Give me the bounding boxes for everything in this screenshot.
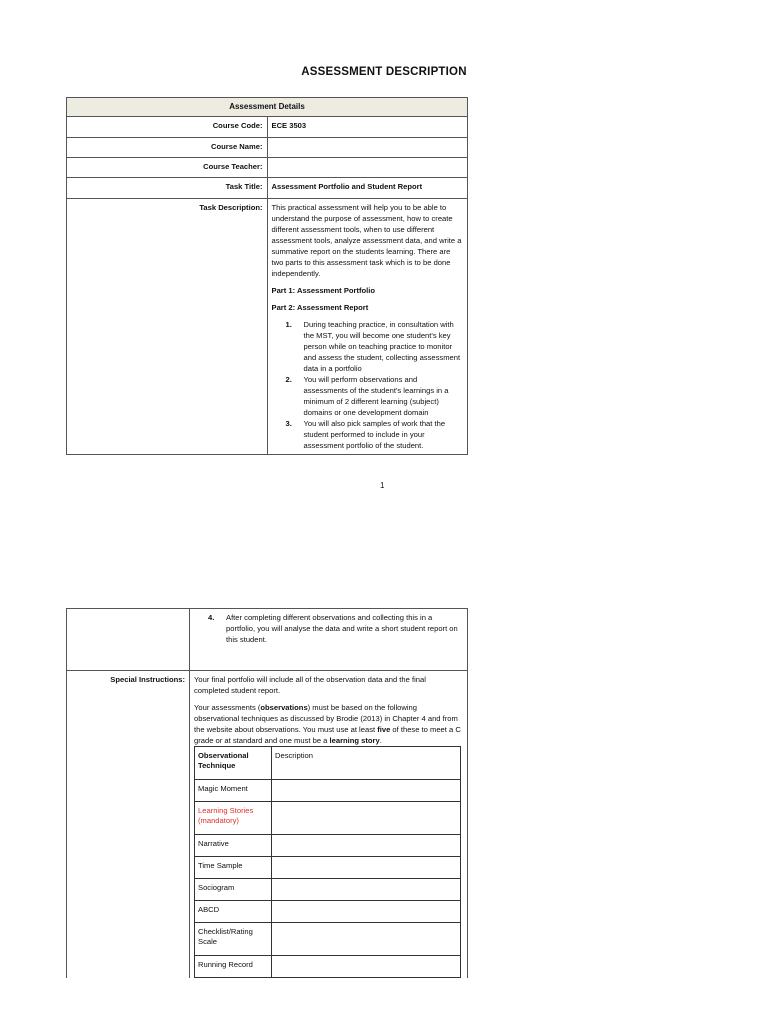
step-text: After completing different observations and collecting this in a portfolio, you will analyse the data and write a short student report on this student. xyxy=(226,613,458,644)
description-cell xyxy=(272,901,461,923)
step-number: 4. xyxy=(208,613,215,622)
special-instructions-p1: Your final portfolio will include all of the observation data and the final completed student report. xyxy=(194,675,426,695)
technique-cell: Running Record xyxy=(195,956,272,978)
description-cell xyxy=(272,835,461,857)
task-description-text: This practical assessment will help you to be able to understand the purpose of assessment, how to create different assessment tools, when to use different assessment tools, analyze assessment data, and write a summative report on the students learning. There are two parts to this assessment task which is to be done independently. xyxy=(271,203,462,278)
course-code-label: Course Code: xyxy=(67,117,268,138)
part-1-heading: Part 1: Assessment Portfolio xyxy=(271,286,376,295)
course-code-value: ECE 3503 xyxy=(267,117,468,138)
step-number: 3. xyxy=(285,419,292,428)
technique-cell-mandatory: Learning Stories (mandatory) xyxy=(195,802,272,835)
list-item xyxy=(286,374,464,418)
technique-column-header: Observational Technique xyxy=(195,747,272,780)
task-title-label: Task Title: xyxy=(67,178,268,199)
step-number: 2. xyxy=(285,375,292,384)
description-cell xyxy=(272,879,461,901)
page-title: ASSESSMENT DESCRIPTION xyxy=(301,66,467,78)
technique-cell: Magic Moment xyxy=(195,780,272,802)
step-text: During teaching practice, in consultation with the MST, you will become one student's key person while on teaching practice to monitor and assess the student, collecting assessment data in a portfolio xyxy=(303,320,461,373)
part-2-heading: Part 2: Assessment Report xyxy=(271,303,369,312)
course-teacher-label: Course Teacher: xyxy=(67,158,268,178)
special-instructions-p2: Your assessments (observations) must be based on the following observational techniques as discussed by Brodie (2013) in Chapter 4 and from the website about observations. You must use at least five of these to meet a C grade or at standard and one must be a learning story. xyxy=(194,703,461,745)
steps-list-continued xyxy=(194,612,463,645)
technique-cell: Narrative xyxy=(195,835,272,857)
step-text: You will perform observations and assessments of the student's learnings in a minimum of 2 different learning (subject) domains or one development domain xyxy=(303,375,449,417)
assessment-details-table xyxy=(66,97,468,455)
task-title-value: Assessment Portfolio and Student Report xyxy=(267,178,468,199)
special-instructions-label: Special Instructions: xyxy=(67,671,190,979)
assessment-details-continued-table xyxy=(66,608,468,978)
list-item xyxy=(286,319,464,374)
description-cell xyxy=(272,857,461,879)
special-instructions-cell xyxy=(190,671,468,979)
course-name-value xyxy=(267,138,468,158)
task-description-cell xyxy=(267,199,468,455)
continued-steps-cell xyxy=(190,609,468,671)
observation-techniques-table xyxy=(194,746,461,978)
description-cell xyxy=(272,956,461,978)
list-item xyxy=(286,418,464,451)
course-name-label: Course Name: xyxy=(67,138,268,158)
technique-cell: Time Sample xyxy=(195,857,272,879)
task-description-label: Task Description: xyxy=(67,199,268,455)
course-teacher-value xyxy=(267,158,468,178)
step-number: 1. xyxy=(285,320,292,329)
list-item xyxy=(208,612,463,645)
page-number: 1 xyxy=(380,481,385,490)
technique-cell: ABCD xyxy=(195,901,272,923)
description-cell xyxy=(272,780,461,802)
technique-cell: Checklist/Rating Scale xyxy=(195,923,272,956)
technique-cell: Sociogram xyxy=(195,879,272,901)
description-cell xyxy=(272,923,461,956)
steps-list xyxy=(272,319,464,451)
description-column-header: Description xyxy=(272,747,461,780)
step-text: You will also pick samples of work that the student performed to include in your assessment portfolio of the student. xyxy=(303,419,446,450)
assessment-details-header: Assessment Details xyxy=(67,98,468,117)
description-cell xyxy=(272,802,461,835)
continued-label xyxy=(67,609,190,671)
